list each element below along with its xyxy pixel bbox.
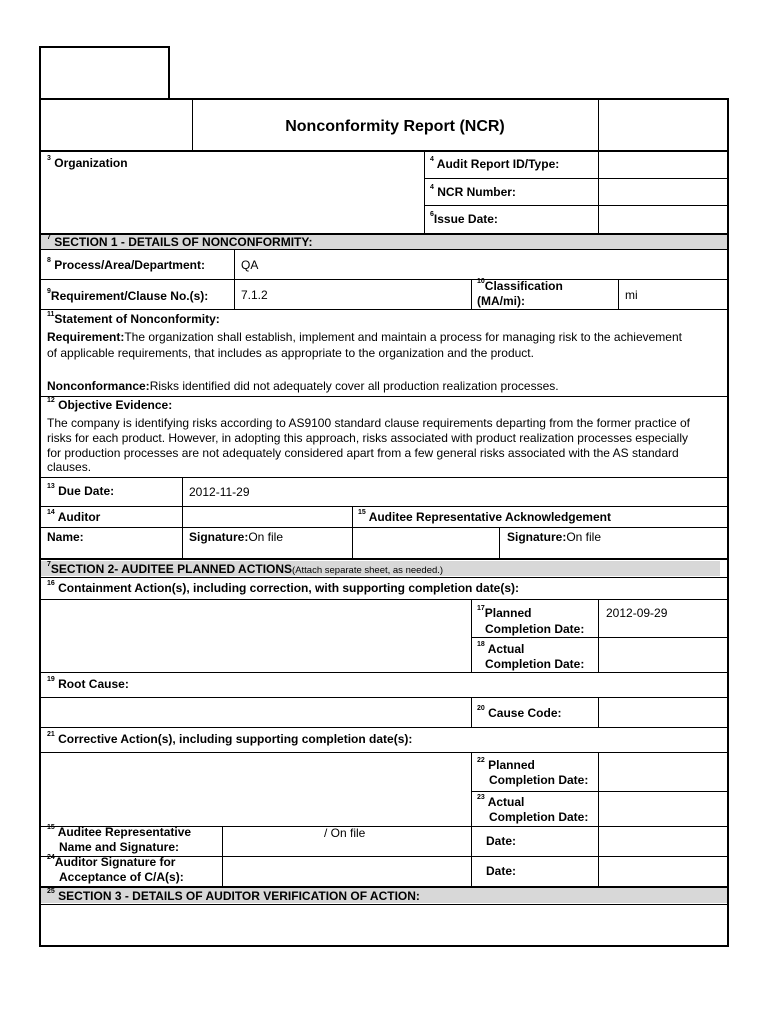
planned-completion-value[interactable]: 2012-09-29 [606, 606, 668, 620]
actual-completion-label-2: Completion Date: [485, 657, 585, 671]
auditee-rep-label: $^{15}$ Auditee Representative [47, 824, 192, 839]
evidence-line1: The company is identifying risks according to AS9100 standard clause requirements departing from the former practice of [47, 416, 690, 430]
section2-heading: $^7$SECTION 2- AUDITEE PLANNED ACTIONS(Attach separate sheet, as needed.) [47, 561, 444, 576]
form-title: Nonconformity Report (NCR) [285, 118, 505, 135]
audit-report-id-label: $^4$ Audit Report ID/Type: [430, 156, 560, 171]
auditor-sig-label-2: Acceptance of C/A(s): [59, 870, 184, 884]
organization-label: $^3$ Organization [47, 155, 128, 170]
actual-completion-2-label: $^{23}$ Actual [477, 794, 525, 809]
auditor-sig-date-field[interactable] [600, 858, 727, 886]
auditee-name-field[interactable] [354, 529, 498, 557]
auditor-sig-label: $^{24}$Auditor Signature for [47, 854, 176, 869]
planned-completion-2-label: $^{22}$ Planned [477, 757, 535, 772]
cause-code-field[interactable] [600, 699, 727, 727]
auditee-rep-label-2: Name and Signature: [59, 840, 180, 854]
evidence-line4: clauses. [47, 460, 92, 474]
containment-field[interactable] [42, 601, 470, 671]
planned-completion-2-label-2: Completion Date: [489, 773, 589, 787]
audit-report-id-field[interactable] [600, 152, 727, 178]
issue-date-field[interactable] [600, 207, 727, 233]
cause-code-label: $^{20}$ Cause Code: [477, 705, 562, 720]
actual-completion-2-field[interactable] [600, 793, 727, 826]
corrective-action-label: $^{21}$ Corrective Action(s), including supporting completion date(s): [47, 731, 413, 746]
actual-completion-label: $^{18}$ Actual [477, 641, 525, 656]
root-cause-field[interactable] [42, 699, 470, 727]
auditee-rep-date-field[interactable] [600, 828, 727, 856]
statement-label: $^{11}$Statement of Nonconformity: [47, 311, 220, 326]
auditor-sig-field[interactable] [224, 858, 470, 886]
auditee-rep-date-label: Date: [486, 834, 517, 848]
classification-value[interactable]: mi [625, 288, 638, 302]
auditee-signature[interactable]: Signature:On file [507, 530, 602, 544]
requirement-text-line2: of applicable requirements, that includes as appropriate to the organization and the product. [47, 346, 534, 360]
actual-completion-field[interactable] [600, 639, 727, 672]
ncr-number-field[interactable] [600, 180, 727, 205]
verification-field[interactable] [42, 906, 727, 945]
auditor-label: $^{14}$ Auditor [47, 509, 101, 524]
objective-evidence-label: $^{12}$ Objective Evidence: [47, 397, 173, 412]
issue-date-label: $^6$Issue Date: [430, 211, 498, 226]
auditor-signature[interactable]: Signature:On file [189, 530, 284, 544]
classification-label-2: (MA/mi): [477, 294, 525, 308]
section1-heading: $^7$ SECTION 1 - DETAILS OF NONCONFORMITY: [47, 234, 313, 249]
process-value[interactable]: QA [241, 258, 259, 272]
requirement-clause-value[interactable]: 7.1.2 [241, 288, 268, 302]
containment-label: $^{16}$ Containment Action(s), including correction, with supporting completion date(s): [47, 580, 520, 595]
requirement-clause-label: $^9$Requirement/Clause No.(s): [47, 288, 209, 303]
ncr-number-label: $^4$ NCR Number: [430, 184, 516, 199]
planned-completion-2-field[interactable] [600, 754, 727, 791]
logo-box [39, 46, 170, 100]
auditee-rep-signature[interactable]: / On file [324, 826, 366, 840]
due-date-label: $^{13}$ Due Date: [47, 483, 115, 498]
auditor-name-label: Name: [47, 530, 84, 544]
planned-completion-label-2: Completion Date: [485, 622, 585, 636]
section3-heading: $^{25}$ SECTION 3 - DETAILS OF AUDITOR VERIFICATION OF ACTION: [47, 888, 420, 903]
actual-completion-2-label-2: Completion Date: [489, 810, 589, 824]
root-cause-label: $^{19}$ Root Cause: [47, 676, 129, 691]
classification-label: $^{10}$Classification [477, 278, 563, 293]
process-label: $^8$ Process/Area/Department: [47, 257, 205, 272]
auditee-ack-label: $^{15}$ Auditee Representative Acknowledgement [358, 509, 611, 524]
requirement-text-line1: Requirement:The organization shall establish, implement and maintain a process for managing risk to the achievement [47, 330, 682, 344]
evidence-line2: risks for each product. However, in adopting this approach, risks associated with product realization processes especially [47, 431, 688, 445]
evidence-line3: for production processes are not adequately considered apart from a few general risks associated with the AS standard [47, 446, 679, 460]
corrective-action-field[interactable] [42, 754, 470, 826]
due-date-value[interactable]: 2012-11-29 [189, 485, 250, 499]
planned-completion-label: $^{17}$Planned [477, 605, 532, 620]
auditor-sig-date-label: Date: [486, 864, 517, 878]
nonconformance-text: Nonconformance:Risks identified did not adequately cover all production realization processes. [47, 379, 559, 393]
